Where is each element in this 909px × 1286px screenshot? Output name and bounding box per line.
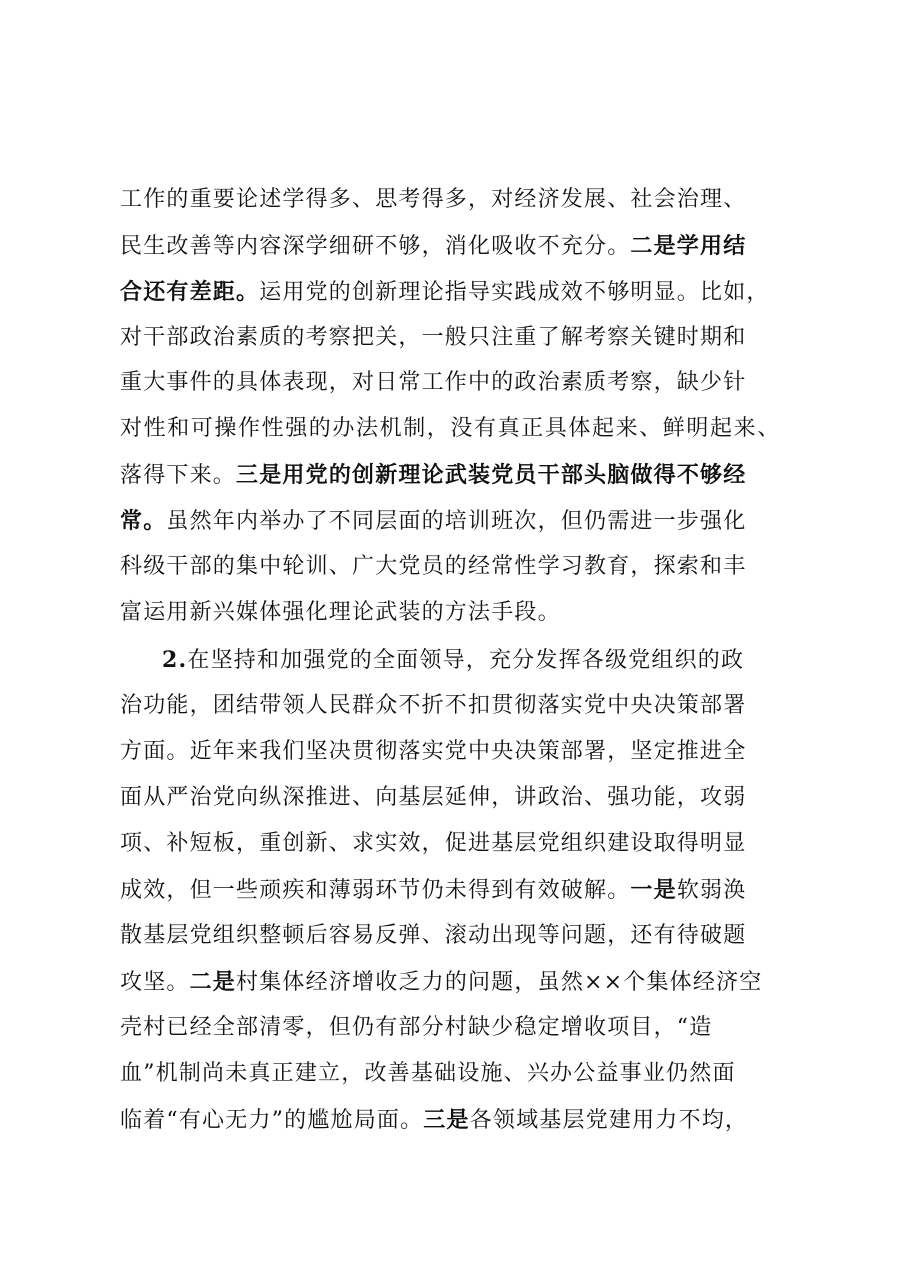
bold-text-run: 2. [162, 647, 188, 673]
text-run: 血”机制尚未真正建立，改善基础设施、兴办公益事业仍然面 [120, 1061, 736, 1086]
text-line [120, 231, 810, 261]
text-run: 富运用新兴媒体强化理论武装的方法手段。 [120, 600, 561, 625]
text-line [120, 368, 810, 398]
text-line [120, 967, 810, 997]
bold-text-run: 三是用党的创新理论武装党员干部头脑做得不够经 [236, 462, 747, 488]
text-run: 攻坚。 [120, 970, 190, 995]
text-run: 村集体经济增收乏力的问题，虽然××个集体经济空 [236, 970, 763, 995]
text-run: 治功能，团结带领人民群众不折不扣贯彻落实党中央决策部署 [120, 693, 747, 718]
text-run: 面从严治党向纵深推进、向基层延伸，讲政治、强功能，攻弱 [120, 785, 747, 810]
bold-text-run: 二是 [189, 969, 237, 995]
text-line [120, 783, 810, 813]
text-line [120, 1059, 810, 1089]
text-run: 方面。近年来我们坚决贯彻落实党中央决策部署，坚定推进全 [120, 739, 747, 764]
text-line [120, 460, 810, 490]
text-run: 运用党的创新理论指导实践成效不够明显。比如， [259, 280, 770, 305]
text-line [120, 691, 810, 721]
text-line [120, 552, 810, 582]
text-run: 各领域基层党建用力不均， [469, 1108, 749, 1133]
text-run: 成效，但一些顽疾和薄弱环节仍未得到有效破解。 [120, 878, 631, 903]
bold-text-run: 常。 [120, 508, 167, 534]
text-line [120, 506, 810, 536]
text-line [120, 598, 810, 628]
text-run: 工作的重要论述学得多、思考得多，对经济发展、社会治理、 [120, 187, 747, 212]
text-run: 软弱涣 [676, 878, 747, 903]
text-line [120, 921, 810, 951]
text-line [120, 414, 810, 444]
text-run: 民生改善等内容深学细研不够，消化吸收不充分。 [120, 234, 631, 259]
text-line [120, 185, 810, 215]
text-line [120, 829, 810, 859]
text-run: 科级干部的集中轮训、广大党员的经常性学习教育，探索和丰 [120, 554, 747, 579]
text-run: 重大事件的具体表现，对日常工作中的政治素质考察，缺少针 [120, 370, 747, 395]
bold-text-run: 合还有差距。 [120, 279, 260, 305]
text-run: 临着“有心无力”的尴尬局面。 [120, 1108, 424, 1133]
text-run: 虽然年内举办了不同层面的培训班次，但仍需进一步强化 [166, 509, 747, 534]
text-line [120, 1013, 810, 1043]
text-line [162, 645, 810, 675]
text-run: 在坚持和加强党的全面领导，充分发挥各级党组织的政 [187, 648, 745, 673]
bold-text-run: 三是 [423, 1107, 470, 1133]
text-run: 对性和可操作性强的办法机制，没有真正具体起来、鲜明起来、 [120, 416, 781, 441]
text-line [120, 1105, 810, 1135]
text-line [120, 277, 810, 307]
text-line [120, 737, 810, 767]
text-run: 对干部政治素质的考察把关，一般只注重了解考察关键时期和 [120, 325, 747, 350]
text-run: 项、补短板，重创新、求实效，促进基层党组织建设取得明显 [120, 831, 747, 856]
text-run: 壳村已经全部清零，但仍有部分村缺少稳定增收项目，“造 [120, 1015, 713, 1040]
bold-text-run: 二是学用结 [630, 233, 747, 259]
text-line [120, 875, 810, 905]
bold-text-run: 一是 [630, 877, 677, 903]
text-run: 散基层党组织整顿后容易反弹、滚动出现等问题，还有待破题 [120, 923, 747, 948]
text-run: 落得下来。 [120, 463, 237, 488]
text-line [120, 323, 810, 353]
